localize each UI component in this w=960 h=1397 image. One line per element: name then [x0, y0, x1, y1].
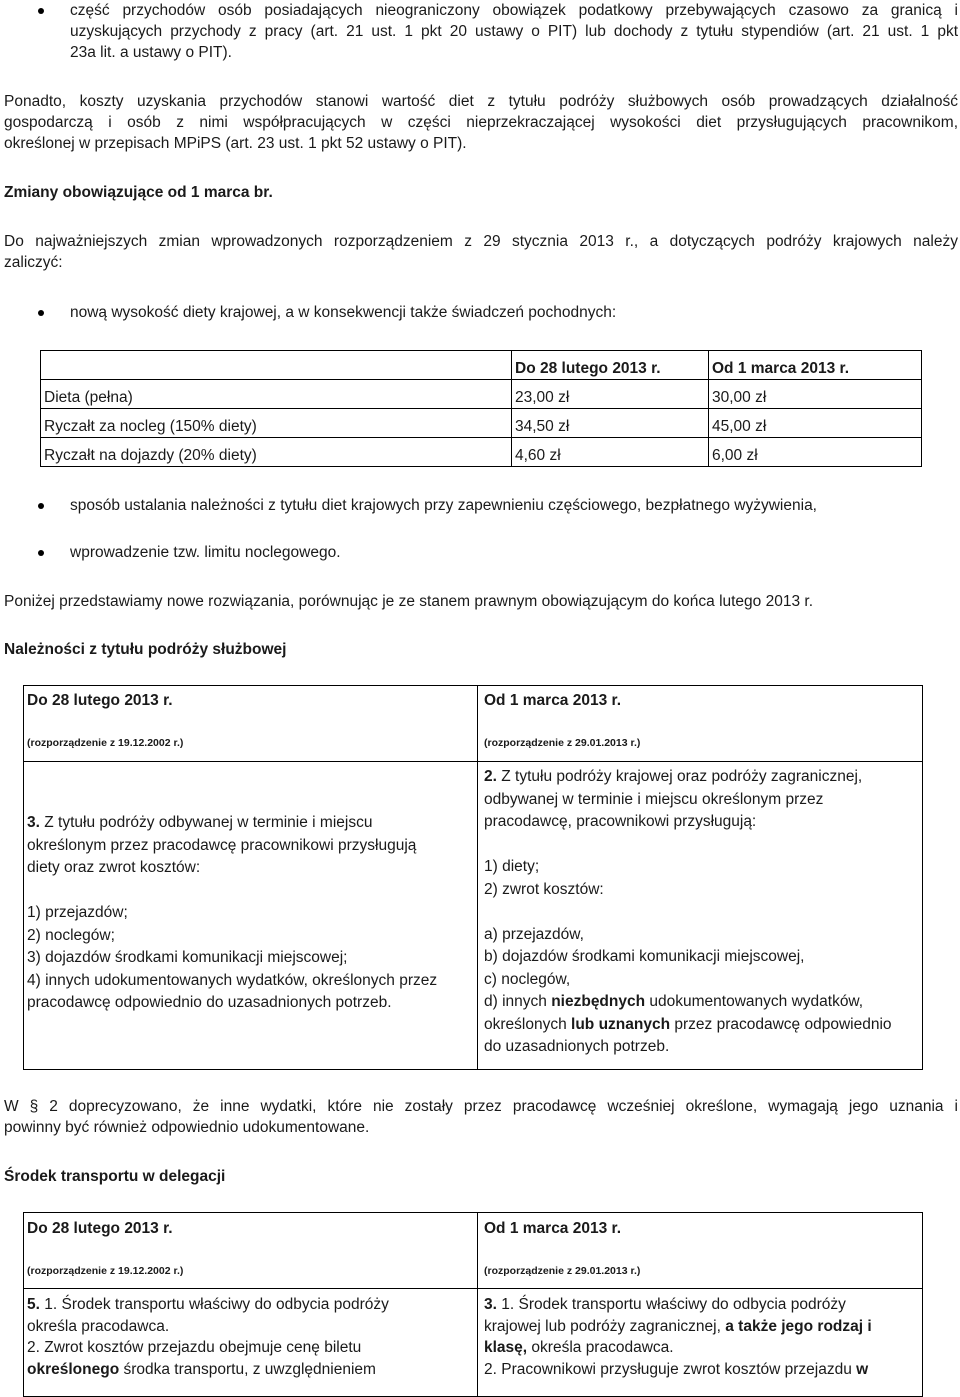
intro-bullet-text	[70, 0, 958, 63]
text-line: 2. Zwrot kosztów przejazdu obejmuje cenę biletu	[27, 1339, 362, 1356]
paragraph-number: 5.	[27, 1296, 40, 1313]
new-regulation-text	[484, 766, 920, 1059]
text-span: środka transportu, z uwzględnieniem	[119, 1360, 376, 1378]
table-row	[41, 409, 922, 438]
text-line: a) przejazdów,	[484, 925, 584, 943]
text-line: gospodarczą i osób z nimi współpracujących w części nieprzekraczającej wysokości diet przysługujących pracownikom,	[4, 114, 958, 131]
emphasis-text: niezbędnych	[551, 993, 646, 1010]
paragraph-number: 2.	[484, 768, 497, 785]
table-cell: 4,60 zł	[512, 438, 709, 467]
old-transport-text	[27, 1294, 472, 1380]
text-span: Z tytułu podróży odbywanej w terminie i miejscu	[39, 814, 373, 831]
bullet-method-text: sposób ustalania należności z tytułu diet krajowych przy zapewnieniu częściowego, bezpłatnego wyżywienia,	[70, 497, 817, 514]
text-line: część przychodów osób posiadających nieograniczony obowiązek podatkowy przebywających czasowo za granicą i	[70, 2, 958, 19]
text-line: 4) innych udokumentowanych wydatków, określonych przez	[27, 971, 438, 989]
text-line	[484, 766, 920, 789]
bullet-marker	[38, 550, 44, 556]
table-cell: 45,00 zł	[709, 409, 922, 438]
paragraph-par2	[4, 1096, 958, 1138]
bullet-marker	[38, 310, 44, 316]
text-line	[27, 1359, 472, 1381]
heading-changes: Zmiany obowiązujące od 1 marca br.	[4, 184, 273, 201]
text-span: Z tytułu podróży krajowej oraz podróży zagranicznej,	[496, 768, 863, 785]
text-line: Ponadto, koszty uzyskania przychodów stanowi wartość diet z tytułu podróży służbowych osób prowadzących działalność	[4, 93, 958, 110]
column-subtitle-old: (rozporządzenie z 19.12.2002 r.)	[27, 737, 184, 749]
paragraph-main-changes	[4, 231, 958, 273]
column-subtitle-old: (rozporządzenie z 19.12.2002 r.)	[27, 1265, 184, 1277]
paragraph-number: 3.	[27, 814, 40, 831]
column-title-old: Do 28 lutego 2013 r.	[27, 1220, 173, 1237]
table-cell: 34,50 zł	[512, 409, 709, 438]
column-subtitle-new: (rozporządzenie z 29.01.2013 r.)	[484, 737, 641, 749]
text-span: d) innych	[484, 993, 552, 1010]
emphasis-text: określonego	[27, 1360, 120, 1378]
text-line	[27, 1294, 472, 1316]
text-line: do uzasadnionych potrzeb.	[484, 1038, 670, 1055]
table-divider	[477, 685, 478, 1070]
emphasis-text: a także jego rodzaj i	[725, 1317, 872, 1335]
bullet-marker	[38, 8, 44, 14]
text-line: 23a lit. a ustawy o PIT).	[70, 44, 232, 61]
column-subtitle-new: (rozporządzenie z 29.01.2013 r.)	[484, 1265, 641, 1277]
bullet-diet-text: nową wysokość diety krajowej, a w konsekwencji także świadczeń pochodnych:	[70, 304, 617, 321]
table-divider	[477, 1212, 478, 1397]
bullet-limit-text: wprowadzenie tzw. limitu noclegowego.	[70, 544, 341, 561]
column-title-old: Do 28 lutego 2013 r.	[27, 692, 173, 709]
text-span: określonych	[484, 1015, 572, 1033]
paragraph-costs	[4, 91, 958, 154]
paragraph-number: 3.	[484, 1296, 497, 1313]
column-title-new: Od 1 marca 2013 r.	[484, 692, 622, 709]
text-line: c) noclegów,	[484, 970, 571, 988]
text-line: 2) noclegów;	[27, 926, 115, 944]
text-line: 1) diety;	[484, 858, 540, 875]
text-line	[484, 1316, 920, 1338]
emphasis-text: lub uznanych	[571, 1015, 671, 1033]
text-line: określonej w przepisach MPiPS (art. 23 ust. 1 pkt 52 ustawy o PIT).	[4, 135, 467, 152]
text-line	[27, 812, 477, 835]
emphasis-text: w	[856, 1360, 869, 1378]
text-line: odbywanej w terminie i miejscu określonym przez	[484, 790, 824, 808]
text-line: Do najważniejszych zmian wprowadzonych rozporządzeniem z 29 stycznia 2013 r., a dotyczących podróży krajowych należy	[4, 233, 958, 250]
text-line: zaliczyć:	[4, 254, 63, 271]
text-span: 1. Środek transportu właściwy do odbycia podróży	[39, 1296, 389, 1313]
table-cell: 23,00 zł	[512, 380, 709, 409]
text-line: diety oraz zwrot kosztów:	[27, 859, 201, 876]
text-line: pracodawcę, pracownikowi przysługują:	[484, 813, 757, 830]
text-line: 2) zwrot kosztów:	[484, 880, 604, 898]
text-span: 1. Środek transportu właściwy do odbycia podróży	[496, 1296, 846, 1313]
text-line	[484, 1014, 920, 1037]
old-regulation-text	[27, 812, 477, 1015]
column-title-new: Od 1 marca 2013 r.	[484, 1220, 622, 1237]
text-line: W § 2 doprecyzowano, że inne wydatki, które nie zostały przez pracodawcę wcześniej określone, wymagają jego uznania i	[4, 1098, 958, 1115]
text-line	[484, 1337, 920, 1359]
table-header-cell: Od 1 marca 2013 r.	[709, 351, 922, 380]
new-transport-text	[484, 1294, 920, 1380]
text-line: 1) przejazdów;	[27, 904, 128, 921]
blank-line	[484, 901, 920, 924]
text-line	[484, 1359, 920, 1381]
text-line	[484, 1294, 920, 1316]
text-span: krajowej lub podróży zagranicznej,	[484, 1317, 726, 1335]
heading-transport: Środek transportu w delegacji	[4, 1168, 226, 1185]
text-span: udokumentowanych wydatków,	[645, 993, 864, 1010]
text-line: b) dojazdów środkami komunikacji miejscowej,	[484, 948, 805, 965]
table-header-row	[41, 351, 922, 380]
bullet-marker	[38, 503, 44, 509]
table-header-cell	[41, 351, 512, 380]
text-span: przez pracodawcę odpowiednio	[670, 1015, 892, 1033]
text-span: określa pracodawca.	[527, 1339, 674, 1356]
text-line: 3) dojazdów środkami komunikacji miejscowej;	[27, 949, 348, 966]
table-cell: Ryczałt na dojazdy (20% diety)	[41, 438, 512, 467]
table-cell: Dieta (pełna)	[41, 380, 512, 409]
table-divider	[23, 761, 923, 762]
text-span: 2. Pracownikowi przysługuje zwrot kosztów przejazdu	[484, 1360, 857, 1378]
rates-table	[40, 350, 922, 467]
table-row	[41, 380, 922, 409]
table-cell: 6,00 zł	[709, 438, 922, 467]
text-line	[484, 991, 920, 1014]
heading-dues: Należności z tytułu podróży służbowej	[4, 641, 287, 658]
table-cell: 30,00 zł	[709, 380, 922, 409]
table-row	[41, 438, 922, 467]
table-cell: Ryczałt za nocleg (150% diety)	[41, 409, 512, 438]
text-line: określonym przez pracodawcę pracownikowi przysługują	[27, 836, 417, 854]
text-line: uzyskujących przychody z pracy (art. 21 ust. 1 pkt 20 ustawy o PIT) lub dochody z tytułu stypendiów (art. 21 ust. 1 pkt	[70, 23, 958, 40]
text-line: pracodawcę odpowiednio do uzasadnionych potrzeb.	[27, 994, 392, 1011]
table-header-cell: Do 28 lutego 2013 r.	[512, 351, 709, 380]
text-line: określa pracodawca.	[27, 1317, 170, 1335]
paragraph-comparison-intro: Poniżej przedstawiamy nowe rozwiązania, porównując je ze stanem prawnym obowiązującym do końca lutego 2013 r.	[4, 593, 814, 610]
text-line: powinny być również odpowiednio udokumentowane.	[4, 1119, 370, 1136]
blank-line	[27, 880, 477, 903]
emphasis-text: klasę,	[484, 1339, 528, 1356]
table-divider	[23, 1288, 923, 1289]
blank-line	[484, 834, 920, 857]
